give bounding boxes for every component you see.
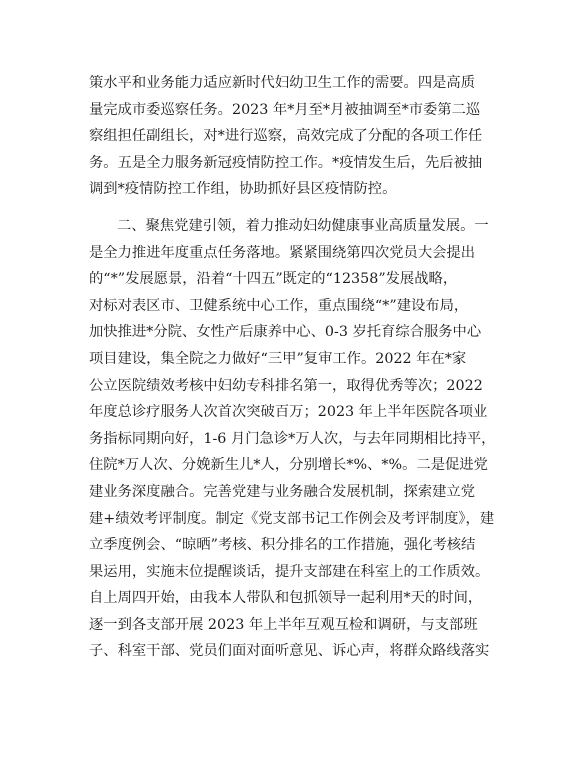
- text-line: 务指标同期向好，1-6 月门急诊*万人次，与去年同期相比持平，: [89, 430, 496, 447]
- text-line: 量完成市委巡察任务。2023 年*月至*月被抽调至*市委第二巡: [89, 101, 481, 118]
- text-line: 务。五是全力服务新冠疫情防控工作。*疫情发生后，先后被抽: [89, 154, 483, 171]
- paragraph-gap: [89, 203, 509, 213]
- text-line: 察组担任副组长，对*进行巡察，高效完成了分配的各项工作任: [89, 128, 483, 145]
- text-line: 对标对表区市、卫健系统中心工作，重点围绕“*”建设布局，: [89, 297, 469, 314]
- text-line: 二、聚焦党建引领，着力推动妇幼健康事业高质量发展。一: [117, 217, 489, 234]
- text-line: 调到*疫情防控工作组，协助抓好县区疫情防控。: [89, 181, 397, 198]
- text-line: 建业务深度融合。完善党建与业务融合发展机制，探索建立党: [89, 483, 476, 500]
- paragraph-section-two: [89, 213, 509, 665]
- text-line: 加快推进*分院、女性产后康养中心、0-3 岁托育综合服务中心: [89, 324, 482, 341]
- text-line: 的“*”发展愿景，沿着“十四五”既定的“12358”发展战略，: [89, 271, 458, 288]
- document-body: [89, 70, 509, 665]
- text-line: 建+绩效考评制度。制定《党支部书记工作例会及考评制度》，建: [89, 510, 495, 527]
- text-line: 年度总诊疗服务人次首次突破百万；2023 年上半年医院各项业: [89, 404, 488, 421]
- text-line: 果运用，实施末位提醒谈话，提升支部建在科室上的工作质效。: [89, 563, 490, 580]
- paragraph-continuation: [89, 70, 509, 203]
- text-line: 项目建设，集全院之力做好“三甲”复审工作。2022 年在*家: [89, 350, 467, 367]
- text-line: 逐一到各支部开展 2023 年上半年互观互检和调研，与支部班: [89, 616, 478, 633]
- text-line: 立季度例会、“晾晒”考核、积分排名的工作措施，强化考核结: [89, 537, 476, 554]
- text-line: 策水平和业务能力适应新时代妇幼卫生工作的需要。四是高质: [89, 75, 476, 91]
- text-line: 子、科室干部、党员们面对面听意见、诉心声，将群众路线落实: [89, 643, 490, 660]
- text-line: 住院*万人次、分娩新生儿*人，分别增长*%、*%。二是促进党: [89, 457, 488, 474]
- text-line: 是全力推进年度重点任务落地。紧紧围绕第四次党员大会提出: [89, 244, 476, 261]
- text-line: 公立医院绩效考核中妇幼专科排名第一，取得优秀等次；2022: [89, 377, 483, 394]
- text-line: 自上周四开始，由我本人带队和包抓领导一起利用*天的时间，: [89, 590, 483, 607]
